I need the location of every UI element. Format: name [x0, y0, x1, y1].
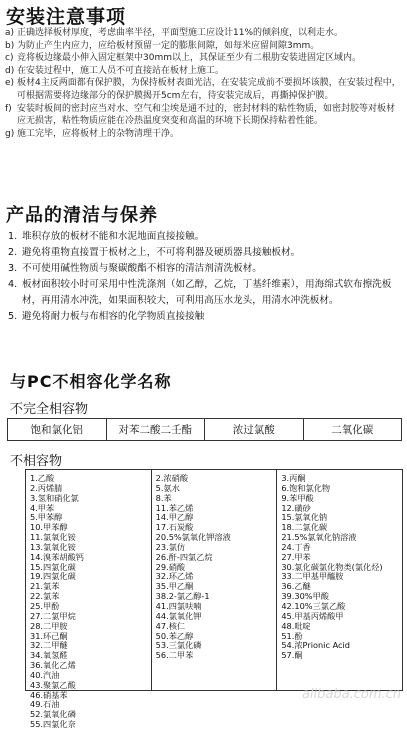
incompat-item: 11.苯乙烯	[155, 502, 194, 513]
incompat-item: 48.吡啶	[281, 620, 311, 631]
install-note-label: b)	[5, 40, 15, 51]
partial-compat-cell: 对苯二酸二壬酯	[107, 419, 206, 440]
incompat-item: 14.溴苯胡酸钙	[30, 551, 84, 562]
install-title: 安装注意事项	[6, 6, 127, 28]
install-note-text: 板材4主反两面都有保护膜，为保持板材表面光洁，在安装完成前不要损坏该膜，在安装过程中，可根据需要将边缘部分的保护膜揭开5cm左右，待安装完成后，再撕掉保护膜。	[17, 78, 401, 101]
incompat-item: 44.氯氧化钾	[155, 610, 202, 621]
incompat-item: 27.二氯甲烷	[30, 610, 76, 621]
incompat-item: 38.2-氯乙醇-1	[155, 591, 210, 602]
install-note-label: g)	[5, 128, 15, 139]
care-item-number: 3.	[8, 263, 18, 274]
care-item-number: 1.	[8, 231, 18, 242]
care-item-text: 不可使用碱性物质与聚碳酸酯不相容的清洁剂清洗板材。	[22, 263, 262, 274]
incompat-column	[26, 470, 152, 730]
incompat-item: 8.苯	[155, 492, 172, 503]
care-item	[8, 309, 404, 325]
install-note-label: f)	[5, 103, 12, 114]
incompat-item: 57.酮	[281, 650, 303, 661]
install-note-text: 竞将板边缘最小伸入固定框架中30mm以上，其保证至少有二根肋安装进固定区域内。	[17, 53, 361, 64]
incompat-item: 11.氯氧化铵	[30, 532, 76, 543]
incompat-item: 25.甲酚	[30, 600, 60, 611]
incompat-item: 33.二甲基甲醯胺	[281, 571, 344, 582]
incompat-item: 2.浓硝酸	[155, 473, 189, 483]
install-note-label: e)	[5, 78, 15, 89]
incompat-item: 36.氧化乙烯	[30, 660, 76, 671]
incompat-title: 与PC不相容化学名称	[10, 372, 172, 391]
care-item	[8, 245, 404, 261]
incompat-item: 18.二氯化碳	[281, 522, 328, 533]
incompat-item: 20.5%氯氧化钾溶液	[155, 532, 231, 543]
incompat-item: 10.甲苯醇	[30, 522, 68, 533]
incompat-item: 47.核仁	[155, 620, 186, 631]
incompat-item: 30.氯化碳氯化物类(氯化烃)	[281, 561, 383, 572]
partial-compat-cell: 二氧化碳	[331, 424, 374, 436]
care-item	[8, 261, 404, 277]
incompat-item: 40.汽油	[30, 669, 60, 680]
install-note	[5, 65, 403, 78]
care-item-number: 4.	[8, 279, 18, 290]
incompat-item: 56.二甲苯	[155, 650, 194, 661]
incompat-item: 43.聚氯乙酸	[30, 679, 76, 690]
install-note	[5, 128, 403, 141]
incompat-item: 19.四氯化碳	[30, 571, 76, 582]
incompat-item: 52.氯氧化磷	[30, 709, 76, 720]
incompat-item: 51.酚	[281, 630, 303, 641]
incompat-item: 32.环乙烯	[155, 571, 194, 582]
incompat-item: 42.10%三氯乙酸	[281, 600, 346, 611]
care-item-number: 5.	[8, 311, 18, 322]
incompat-item: 50.苯乙醇	[155, 630, 194, 641]
incompat-item: 29.硝酸	[155, 561, 186, 572]
incompat-item: 9.苯甲酸	[281, 492, 314, 503]
incompat-item: 23.氯仿	[155, 541, 186, 552]
incompat-item: 28.二甲胺	[30, 620, 68, 631]
partial-compat-cell: 浓过氯酸	[205, 419, 304, 440]
install-note-text: 正确选择板材厚度，考虑曲率半径，平面型施工应设计11%的倾斜度，以利走水。	[17, 28, 344, 38]
incompat-item: 22.氯苯	[30, 591, 60, 602]
incompat-column	[277, 470, 402, 690]
incompat-item: 21.5%氯氧化钠溶液	[281, 532, 357, 543]
incompat-item: 49.石油	[30, 699, 60, 710]
install-note-text: 安装时板间的密封应当对水、空气和尘埃是通不过的，密封材料的粘性物质，如密封胶等对板材应无损害，粘性物质应能在冷热温度突变和高温的环境下长期保持粘着性能。	[17, 103, 396, 127]
incompat-item: 14.甲乙醇	[155, 512, 194, 523]
incompat-item: 34.氧氢醛	[30, 650, 68, 661]
install-note	[5, 27, 403, 40]
incompat-column	[152, 470, 278, 690]
incompat-item: 41.四氯呋喃	[155, 600, 202, 611]
incompat-item: 54.浓Prionic Acid	[281, 640, 350, 651]
incompat-item: 6.饱和氯化物	[281, 482, 331, 493]
incompat-item: 15.四氯化碳	[30, 561, 76, 572]
incompat-item: 3.氢和硝化氯	[30, 492, 79, 503]
install-note	[5, 40, 403, 53]
partial-compat-cell: 饱和氯化铝	[8, 419, 107, 440]
incompat-item: 55.四氯化奈	[30, 719, 76, 730]
install-note-text: 为防止产生内应力，应给板材预留一定的膨胀间隙，如每米应留间隙3mm。	[17, 40, 320, 51]
install-note-label: c)	[5, 53, 14, 64]
care-item	[8, 277, 404, 309]
care-item-number: 2.	[8, 247, 18, 258]
incompat-item: 17.石炭酸	[155, 522, 194, 533]
incompat-item: 26.酐-四氯乙烷	[155, 551, 213, 562]
incompat-item: 12.磺砂	[281, 502, 311, 513]
incompat-item: 39.30%甲酸	[281, 591, 329, 602]
incompat-heading: 不相容物	[10, 454, 63, 469]
incompat-item: 4.甲苯	[30, 502, 55, 513]
care-item-text: 板材面积较小时可采用中性洗涤剂（如乙醇，乙烷，丁基纤维素），用海绵式软布擦洗板材，再用清水冲洗，如果面积较大，可利用高压水龙头，用清水冲洗板材。	[22, 279, 392, 306]
care-item-text: 堆积存放的板材不能和水泥地面直接接触。	[22, 231, 205, 242]
incompat-item: 1.乙酸	[30, 473, 55, 483]
install-note	[5, 52, 403, 65]
incompat-item: 21.氯苯	[30, 581, 60, 592]
partial-compat-heading: 不完全相容物	[10, 402, 89, 417]
care-title: 产品的清洁与保养	[6, 205, 158, 226]
incompat-item: 46.硝基苯	[30, 689, 68, 700]
incompat-item: 27.甲苯	[281, 551, 311, 562]
incompat-item: 13.氯氧化铵	[30, 541, 76, 552]
install-note-text: 施工完毕，应将板材上的杂物清理干净。	[17, 128, 180, 139]
incompat-item: 45.甲基丙烯酸甲	[281, 610, 344, 621]
install-notes	[5, 27, 403, 140]
incompat-item: 35.甲乙酮	[155, 581, 194, 592]
incompat-item: 2.丙烯腈	[30, 482, 63, 493]
care-item-text: 避免将耐力板与布相容的化学物质直接接触	[22, 311, 205, 322]
install-note	[5, 77, 403, 102]
incompat-item: 5.氨水	[155, 482, 180, 493]
incompat-item: 31.环己酮	[30, 630, 68, 641]
care-item-text: 避免将重物直接置于板材之上，不可将利器及硬质器具接触板材。	[22, 247, 301, 258]
incompat-item: 3.丙酮	[281, 473, 306, 483]
install-note-label: d)	[5, 65, 15, 76]
watermark: alibaba.com.cn	[301, 687, 401, 702]
partial-compat-table	[7, 418, 402, 441]
install-note	[5, 103, 403, 128]
care-list	[8, 229, 404, 325]
install-note-label: a)	[5, 28, 15, 38]
incompat-item: 5.甲苯醇	[30, 512, 63, 523]
incompat-item: 24.丁香	[281, 541, 311, 552]
incompat-item: 15.氯氧化钠	[281, 512, 328, 523]
incompat-item: 53.三氯化磷	[155, 640, 202, 651]
incompat-item: 36.乙醚	[281, 581, 311, 592]
care-item	[8, 229, 404, 245]
incompat-item: 32.二甲醚	[30, 640, 68, 651]
install-note-text: 在安装过程中，施工人员不可直接站在板材上施工。	[17, 65, 225, 76]
